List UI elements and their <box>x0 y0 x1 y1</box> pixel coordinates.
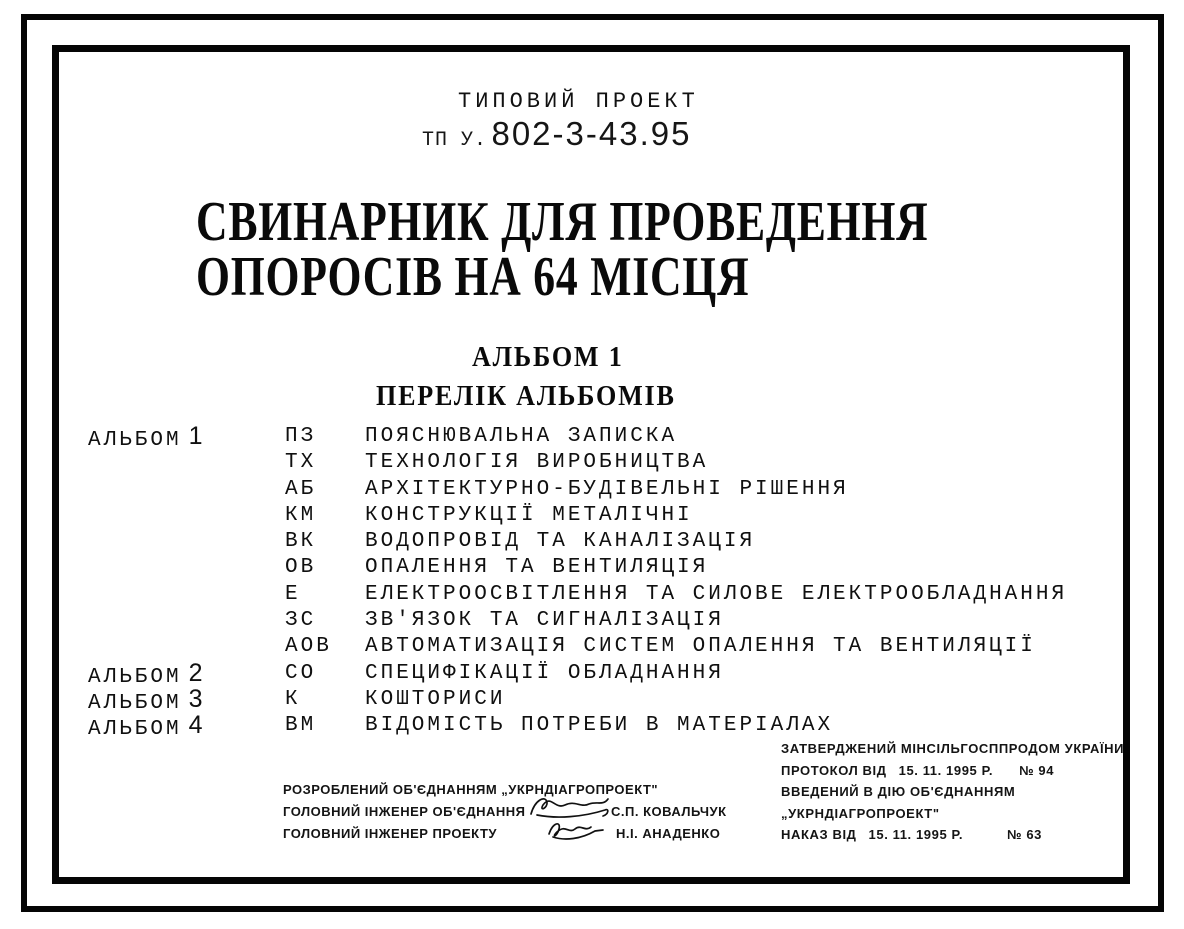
album-list-table <box>88 424 1128 740</box>
protocol-number: № 94 <box>1019 762 1055 778</box>
chief-engineer-association-line <box>283 800 793 822</box>
section-code: ТХ <box>285 451 317 475</box>
section-code: АБ <box>285 477 317 501</box>
album-number: 2 <box>188 658 203 687</box>
table-row <box>88 658 1128 689</box>
document-type-label: ТИПОВИЙ ПРОЕКТ <box>458 89 699 114</box>
project-code-prefix: ТП У. <box>422 129 488 152</box>
section-code: ОВ <box>285 556 317 580</box>
section-code: ВМ <box>285 714 317 738</box>
section-title: АВТОМАТИЗАЦІЯ СИСТЕМ ОПАЛЕННЯ ТА ВЕНТИЛЯЦІЇ <box>365 635 1036 659</box>
section-title: КОШТОРИСИ <box>365 687 506 711</box>
protocol-date: 15. 11. 1995 Р. <box>898 762 994 778</box>
section-title: ВІДОМІСТЬ ПОТРЕБИ В МАТЕРІАЛАХ <box>365 714 834 738</box>
section-title: СПЕЦИФІКАЦІЇ ОБЛАДНАННЯ <box>365 661 724 685</box>
section-code: АОВ <box>285 635 332 659</box>
album-number: 1 <box>188 422 203 450</box>
developer-organization: РОЗРОБЛЕНИЙ ОБ'ЄДНАННЯМ „УКРНДІАГРОПРОЕКТ" <box>283 782 659 797</box>
table-row <box>88 711 1128 742</box>
section-title: ТЕХНОЛОГІЯ ВИРОБНИЦТВА <box>365 451 709 475</box>
table-row <box>88 529 1128 555</box>
section-code: К <box>285 687 301 711</box>
approved-by-line <box>781 738 1141 760</box>
table-row <box>88 477 1128 503</box>
enacted-by-text: ВВЕДЕНИЙ В ДІЮ ОБ'ЄДНАННЯМ <box>781 784 1016 799</box>
role-label: ГОЛОВНИЙ ІНЖЕНЕР ПРОЕКТУ <box>283 826 497 841</box>
enacted-by-line <box>781 781 1141 803</box>
project-code <box>422 115 691 153</box>
order-number: № 63 <box>1007 827 1043 842</box>
enacting-organization-line <box>781 803 1141 825</box>
album-number: 3 <box>188 684 203 713</box>
table-row <box>88 684 1128 715</box>
table-row <box>88 424 1128 450</box>
section-title: ПОЯСНЮВАЛЬНА ЗАПИСКА <box>365 425 678 448</box>
order-date: 15. 11. 1995 Р. <box>868 827 964 842</box>
chief-engineer-association-name: С.П. КОВАЛЬЧУК <box>611 804 727 819</box>
table-row <box>88 582 1128 608</box>
section-title: КОНСТРУКЦІЇ МЕТАЛІЧНІ <box>365 503 693 527</box>
approval-block <box>781 738 1141 846</box>
chief-project-engineer-name: Н.І. АНАДЕНКО <box>616 826 721 841</box>
approved-by-text: ЗАТВЕРДЖЕНИЙ МІНСІЛЬГОСППРОДОМ УКРАЇНИ <box>781 741 1125 756</box>
section-code: СО <box>285 661 317 685</box>
table-row <box>88 608 1128 634</box>
signature-anadenko <box>543 816 607 844</box>
section-code: ВК <box>285 530 317 554</box>
table-row <box>88 450 1128 476</box>
album-list-heading: ПЕРЕЛІК АЛЬБОМІВ <box>376 380 676 412</box>
table-row <box>88 634 1128 660</box>
album-label: АЛЬБОМ 3 <box>88 684 203 715</box>
album-label: АЛЬБОМ 2 <box>88 658 203 689</box>
section-title: ВОДОПРОВІД ТА КАНАЛІЗАЦІЯ <box>365 530 756 554</box>
enacting-organization: „УКРНДІАГРОПРОЕКТ" <box>781 805 940 821</box>
page-content <box>52 45 1130 884</box>
album-heading: АЛЬБОМ 1 <box>472 341 624 373</box>
developer-block <box>283 778 793 844</box>
section-code: Е <box>285 582 301 606</box>
section-title: ЗВ'ЯЗОК ТА СИГНАЛІЗАЦІЯ <box>365 609 724 633</box>
section-title: ЕЛЕКТРООСВІТЛЕННЯ ТА СИЛОВЕ ЕЛЕКТРООБЛАДНАННЯ <box>365 582 1068 606</box>
order-label: НАКАЗ ВІД <box>781 827 857 842</box>
protocol-label: ПРОТОКОЛ ВІД <box>781 762 887 778</box>
section-title: АРХІТЕКТУРНО-БУДІВЕЛЬНІ РІШЕННЯ <box>365 477 849 501</box>
table-row <box>88 555 1128 581</box>
page-title-line1: СВИНАРНИК ДЛЯ ПРОВЕДЕННЯ <box>196 191 929 253</box>
role-label: ГОЛОВНИЙ ІНЖЕНЕР ОБ'ЄДНАННЯ <box>283 804 526 819</box>
album-label: АЛЬБОМ 4 <box>88 711 203 742</box>
page-title-line2: ОПОРОСІВ НА 64 МІСЦЯ <box>196 246 750 308</box>
section-code: КМ <box>285 503 317 527</box>
section-code: ПЗ <box>285 425 317 448</box>
project-code-number: 802-3-43.95 <box>491 115 692 152</box>
section-code: ЗС <box>285 609 317 633</box>
album-number: 4 <box>188 711 203 740</box>
section-title: ОПАЛЕННЯ ТА ВЕНТИЛЯЦІЯ <box>365 556 709 580</box>
album-label: АЛЬБОМ 1 <box>88 422 203 452</box>
table-row <box>88 503 1128 529</box>
chief-project-engineer-line <box>283 822 793 844</box>
protocol-line <box>781 760 1141 782</box>
order-line <box>781 824 1141 846</box>
